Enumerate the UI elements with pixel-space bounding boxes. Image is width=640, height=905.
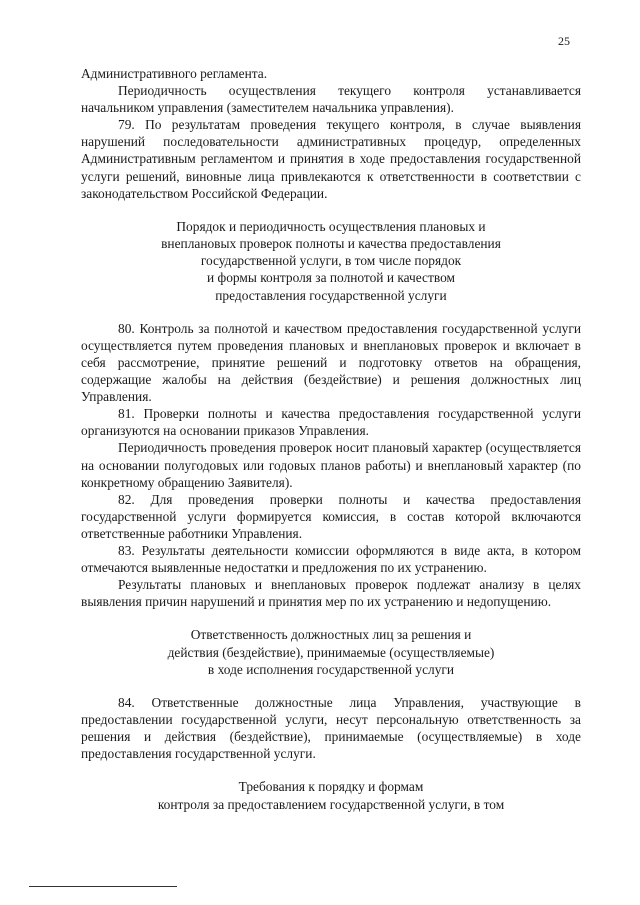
heading-line: внеплановых проверок полноты и качества предоставления bbox=[161, 235, 501, 251]
paragraph: 84. Ответственные должностные лица Управления, участвующие в предоставлении государственной услуги, несут персональную ответственность за решения и действия (бездействие), принимаемые (осуществляемые) в ходе предоставления государственной услуги. bbox=[81, 694, 581, 762]
paragraph: Периодичность проведения проверок носит плановый характер (осуществляется на основании полугодовых или годовых планов работы) и внеплановый характер (по конкретному обращению Заявителя). bbox=[81, 440, 581, 490]
heading-line: в ходе исполнения государственной услуги bbox=[207, 661, 455, 677]
heading-line: действия (бездействие), принимаемые (осуществляемые) bbox=[167, 644, 495, 660]
heading-line: и формы контроля за полнотой и качеством bbox=[207, 270, 455, 286]
heading-line: контроля за предоставлением государственной услуги, в том bbox=[157, 796, 505, 812]
page-number: 25 bbox=[558, 34, 570, 48]
heading-line: предоставления государственной услуги bbox=[215, 287, 447, 303]
section-heading-requirements bbox=[81, 778, 581, 812]
heading-line: Ответственность должностных лиц за решения и bbox=[190, 627, 472, 643]
footnote-divider bbox=[29, 886, 177, 887]
paragraph: Периодичность осуществления текущего контроля устанавливается начальником управления (заместителем начальника управления). bbox=[81, 83, 581, 116]
paragraph: Результаты плановых и внеплановых проверок подлежат анализу в целях выявления причин нарушений и принятия мер по их устранению и недопущению. bbox=[81, 577, 581, 610]
paragraph: 79. По результатам проведения текущего контроля, в случае выявления нарушений последовательности административных процедур, определенных Административным регламентом и принятия в ходе предоставления государственной услуги решений, виновные лица привлекаются к ответственности в соответствии с законодательством Российской Федерации. bbox=[81, 117, 581, 201]
paragraph: Административного регламента. bbox=[81, 66, 268, 81]
paragraph: 81. Проверки полноты и качества предоставления государственной услуги организуются на основании приказов Управления. bbox=[81, 406, 581, 439]
paragraph: 80. Контроль за полнотой и качеством предоставления государственной услуги осуществляется путем проведения плановых и внеплановых проверок и включает в себя рассмотрение, принятие решений и подготовку ответов на обращения, содержащие жалобы на действия (бездействие) и решения должностных лиц Управления. bbox=[81, 320, 581, 405]
heading-line: Требования к порядку и формам bbox=[238, 779, 424, 795]
heading-line: государственной услуги, в том числе порядок bbox=[200, 253, 462, 269]
paragraph: 82. Для проведения проверки полноты и качества предоставления государственной услуги формируется комиссия, в состав которой включаются ответственные работники Управления. bbox=[81, 491, 581, 541]
paragraph: 83. Результаты деятельности комиссии оформляются в виде акта, в котором отмечаются выявленные недостатки и предложения по их устранению. bbox=[81, 542, 581, 576]
section-heading-responsibility bbox=[81, 626, 581, 678]
document-body bbox=[81, 65, 581, 813]
section-heading-inspections bbox=[81, 218, 581, 304]
heading-line: Порядок и периодичность осуществления плановых и bbox=[176, 218, 486, 234]
